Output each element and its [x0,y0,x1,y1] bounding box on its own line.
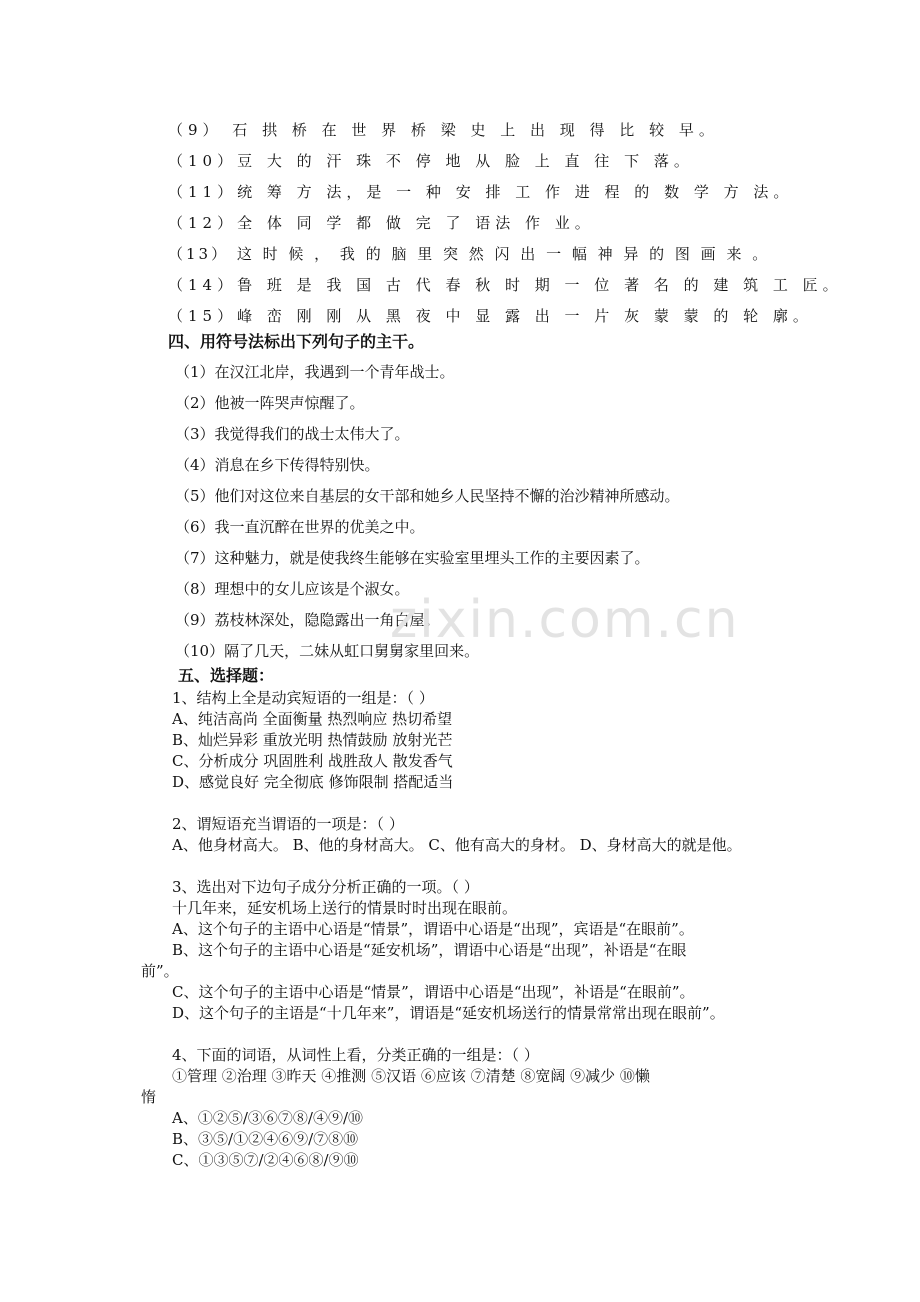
q1-option-d: D、感觉良好 完全彻底 修饰限制 搭配适当 [172,773,454,791]
s3-item-12: （12）全 体 同 学 都 做 完 了 语法 作 业。 [168,214,595,232]
q1-stem: 1、结构上全是动宾短语的一组是：（ ） [172,689,434,707]
section4-title: 四、用符号法标出下列句子的主干。 [168,332,425,351]
q3-option-b-cont: 前”。 [141,962,179,980]
q3-sentence: 十几年来，延安机场上送行的情景时时出现在眼前。 [172,899,518,917]
s3-item-11: （11）统 筹 方 法，是 一 种 安 排 工 作 进 程 的 数 学 方 法。 [168,183,794,201]
s3-item-13: （13） 这 时 候 ， 我 的 脑 里 突 然 闪 出 一 幅 神 异 的 图 画 来 。 [168,245,771,263]
q4-option-a: A、①②⑤/③⑥⑦⑧/④⑨/⑩ [172,1109,363,1127]
s3-item-14: （14）鲁 班 是 我 国 古 代 春 秋 时 期 一 位 著 名 的 建 筑 工 匠。 [168,276,843,294]
q4-words: ①管理 ②治理 ③昨天 ④推测 ⑤汉语 ⑥应该 ⑦清楚 ⑧宽阔 ⑨减少 ⑩懒 [172,1067,650,1085]
s4-item-3: （3）我觉得我们的战士太伟大了。 [175,425,410,443]
s3-item-9: （9） 石 拱 桥 在 世 界 桥 梁 史 上 出 现 得 比 较 早。 [168,121,719,139]
s4-item-2: （2）他被一阵哭声惊醒了。 [175,394,365,412]
q3-option-d: D、这个句子的主语是“十几年来”，谓语是“延安机场送行的情景常常出现在眼前”。 [172,1004,725,1022]
s4-item-8: （8）理想中的女儿应该是个淑女。 [175,580,410,598]
q2-options: A、他身材高大。 B、他的身材高大。 C、他有高大的身材。 D、身材高大的就是他。 [172,836,742,854]
q3-option-c: C、这个句子的主语中心语是“情景”，谓语中心语是“出现”，补语是“在眼前”。 [172,983,695,1001]
q4-words-cont: 惰 [141,1088,157,1106]
s4-item-6: （6）我一直沉醉在世界的优美之中。 [175,518,425,536]
s3-item-10: （10）豆 大 的 汗 珠 不 停 地 从 脸 上 直 往 下 落。 [168,152,694,170]
q4-option-c: C、①③⑤⑦/②④⑥⑧/⑨⑩ [172,1151,359,1169]
q1-option-b: B、灿烂异彩 重放光明 热情鼓励 放射光芒 [172,731,453,749]
section5-title: 五、选择题： [178,666,275,685]
watermark: zixin.com.cn [390,590,740,650]
s4-item-10: （10）隔了几天，二妹从虹口舅舅家里回来。 [175,642,480,660]
q1-option-c: C、分析成分 巩固胜利 战胜敌人 散发香气 [172,752,453,770]
s3-item-15: （15）峰 峦 刚 刚 从 黑 夜 中 显 露 出 一 片 灰 蒙 蒙 的 轮 廓。 [168,307,813,325]
q2-stem: 2、谓短语充当谓语的一项是：（ ） [172,815,404,833]
q3-option-a: A、这个句子的主语中心语是“情景”，谓语中心语是“出现”，宾语是“在眼前”。 [172,920,694,938]
s4-item-5: （5）他们对这位来自基层的女干部和她乡人民坚持不懈的治沙精神所感动。 [175,487,680,505]
q3-option-b: B、这个句子的主语中心语是“延安机场”，谓语中心语是“出现”，补语是“在眼 [172,941,687,959]
s4-item-1: （1）在汉江北岸，我遇到一个青年战士。 [175,363,455,381]
s4-item-7: （7）这种魅力，就是使我终生能够在实验室里埋头工作的主要因素了。 [175,549,650,567]
s4-item-9: （9）荔枝林深处，隐隐露出一角白屋。 [175,611,440,629]
q4-stem: 4、下面的词语，从词性上看，分类正确的一组是：（ ） [172,1046,539,1064]
s4-item-4: （4）消息在乡下传得特别快。 [175,456,380,474]
q4-option-b: B、③⑤/①②④⑥⑨/⑦⑧⑩ [172,1130,359,1148]
q3-stem: 3、选出对下边句子成分分析正确的一项。（ ） [172,878,479,896]
q1-option-a: A、纯洁高尚 全面衡量 热烈响应 热切希望 [172,710,453,728]
